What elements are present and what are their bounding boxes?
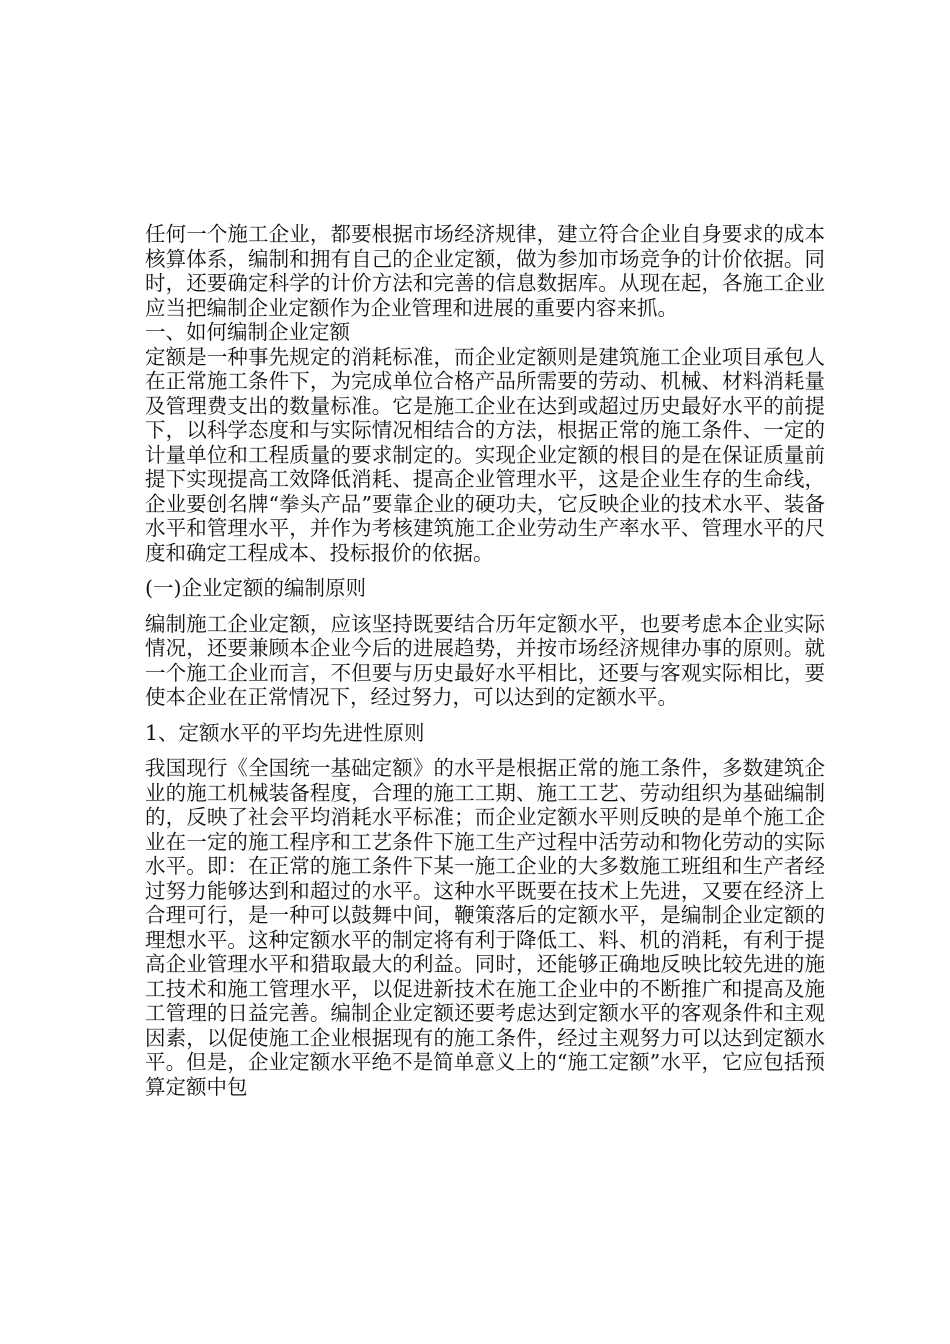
section-heading-1: 一、如何编制企业定额 [145,320,350,344]
section-1-paragraph: 定额是一种事先规定的消耗标准，而企业定额则是建筑施工企业项目承包人在正常施工条件下，为完成单位合格产品所需要的劳动、机械、材料消耗量及管理费支出的数量标准。它是施工企业在达到或超过历史最好水平的前提下，以科学态度和与实际情况相结合的方法，根据正常的施工条件、一定的计量单位和工程质量的要求制定的。实现企业定额的根目的是在保证质量前提下实现提高工效降低消耗、提高企业管理水平，这是企业生存的生命线，企业要创名牌“拳头产品”要靠企业的硬功夫，它反映企业的技术水平、装备水平和管理水平，并作为考核建筑施工企业劳动生产率水平、管理水平的尺度和确定工程成本、投标报价的依据。 [145,344,825,565]
intro-paragraph: 任何一个施工企业，都要根据市场经济规律，建立符合企业自身要求的成本核算体系，编制和拥有自己的企业定额，做为参加市场竞争的计价依据。同时，还要确定科学的计价方法和完善的信息数据库。从现在起，各施工企业应当把编制企业定额作为企业管理和进展的重要内容来抓。 [145,222,825,320]
subsection-heading-1: (一)企业定额的编制原则 [145,576,366,600]
document-page [145,222,825,1099]
item-heading-1: 1、定额水平的平均先进性原则 [145,720,425,745]
subsection-1-paragraph: 编制施工企业定额，应该坚持既要结合历年定额水平，也要考虑本企业实际情况，还要兼顾本企业今后的进展趋势，并按市场经济规律办事的原则。就一个施工企业而言，不但要与历史最好水平相比，还要与客观实际相比，要使本企业在正常情况下，经过努力，可以达到的定额水平。 [145,611,825,709]
item-1-paragraph: 我国现行《全国统一基础定额》的水平是根据正常的施工条件，多数建筑企业的施工机械装备程度，合理的施工工期、施工工艺、劳动组织为基础编制的，反映了社会平均消耗水平标准；而企业定额水平则反映的是单个施工企业在一定的施工程序和工艺条件下施工生产过程中活劳动和物化劳动的实际水平。即：在正常的施工条件下某一施工企业的大多数施工班组和生产者经过努力能够达到和超过的水平。这种水平既要在技术上先进，又要在经济上合理可行，是一种可以鼓舞中间，鞭策落后的定额水平，是编制企业定额的理想水平。这种定额水平的制定将有利于降低工、料、机的消耗，有利于提高企业管理水平和猎取最大的利益。同时，还能够正确地反映比较先进的施工技术和施工管理水平，以促进新技术在施工企业中的不断推广和提高及施工管理的日益完善。编制企业定额还要考虑达到定额水平的客观条件和主观因素，以促使施工企业根据现有的施工条件，经过主观努力可以达到定额水平。但是，企业定额水平绝不是简单意义上的“施工定额”水平，它应包括预算定额中包 [145,756,825,1099]
